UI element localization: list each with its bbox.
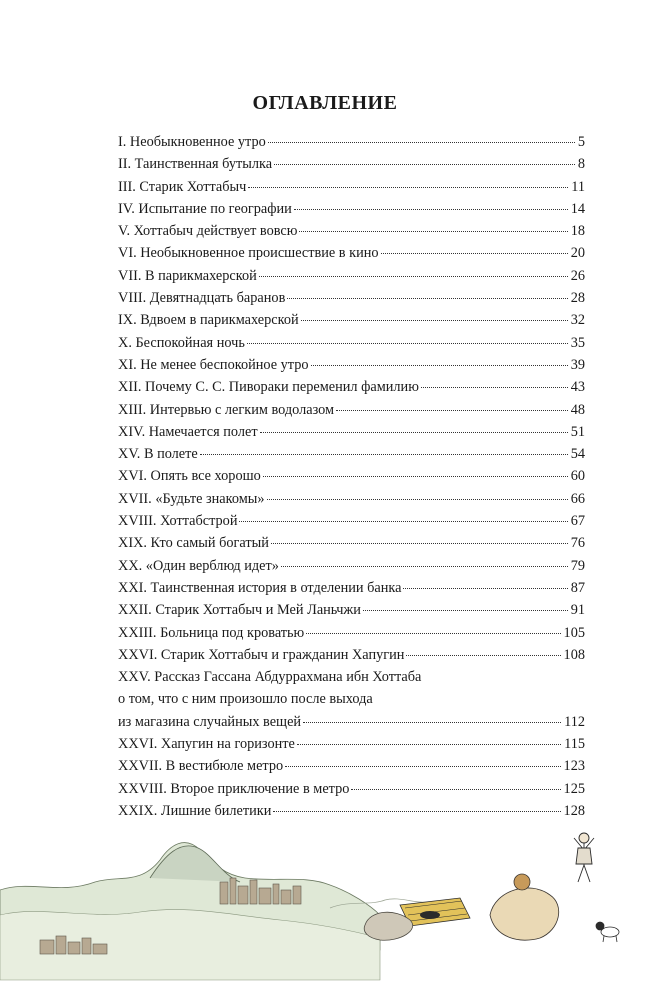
toc-entry[interactable]: [118, 198, 585, 220]
sack-figure: [490, 874, 559, 940]
leader-dots: [248, 174, 568, 188]
leader-dots: [273, 798, 560, 812]
toc-entry-title: XIV. Намечается полет: [118, 423, 258, 440]
toc-entry-title: III. Старик Хоттабыч: [118, 178, 247, 195]
toc-entry[interactable]: [118, 733, 585, 755]
toc-page-number: 26: [570, 267, 585, 284]
toc-page-number: 125: [563, 780, 585, 797]
toc-entry[interactable]: [118, 265, 585, 287]
leader-dots: [336, 397, 568, 411]
toc-entry[interactable]: [118, 309, 585, 331]
leader-dots: [263, 464, 568, 478]
toc-page-number: 18: [570, 223, 585, 240]
toc-entry-title: XX. «Один верблюд идет»: [118, 557, 279, 574]
leader-dots: [294, 196, 568, 210]
toc-page-number: 60: [570, 468, 585, 485]
toc-entry[interactable]: [118, 131, 585, 153]
leader-dots: [421, 374, 568, 388]
toc-entry-title: VI. Необыкновенное происшествие в кино: [118, 245, 379, 262]
rock: [364, 912, 412, 940]
toc-entry-title-line: о том, что с ним произошло после выхода: [118, 691, 373, 708]
leader-dots: [297, 731, 561, 745]
leader-dots: [200, 441, 568, 455]
toc-page-number: 128: [563, 802, 585, 819]
toc-entry[interactable]: [118, 532, 585, 554]
toc-entry-multiline[interactable]: [118, 666, 585, 733]
toc-entry[interactable]: [118, 176, 585, 198]
toc-entry-title: XXVI. Старик Хоттабыч и гражданин Хапугин: [118, 646, 405, 663]
toc-entry-title: IX. Вдвоем в парикмахерской: [118, 312, 299, 329]
toc-page-number: 112: [564, 713, 585, 730]
toc-entry-title: XVII. «Будьте знакомы»: [118, 490, 265, 507]
toc-entry-title: XV. В полете: [118, 446, 198, 463]
leader-dots: [299, 218, 567, 232]
toc-entry-title-line: XXV. Рассказ Гассана Абдуррахмана ибн Хоттаба: [118, 669, 422, 686]
toc-entry-title: XI. Не менее беспокойное утро: [118, 356, 309, 373]
leader-dots: [247, 330, 568, 344]
toc-entry-title-line: из магазина случайных вещей: [118, 713, 302, 730]
toc-page-number: 76: [570, 535, 585, 552]
toc-entry-title: XXVII. В вестибюле метро: [118, 758, 284, 775]
toc-page-number: 48: [570, 401, 585, 418]
leader-dots: [274, 151, 575, 165]
toc-entry[interactable]: [118, 510, 585, 532]
toc-entry-title: XXVIII. Второе приключение в метро: [118, 780, 350, 797]
toc-entry[interactable]: [118, 443, 585, 465]
toc-entry-title: VII. В парикмахерской: [118, 267, 257, 284]
toc-entry[interactable]: [118, 800, 585, 822]
toc-entry-title: XVI. Опять все хорошо: [118, 468, 261, 485]
toc-page-number: 51: [570, 423, 585, 440]
toc-entry[interactable]: [118, 242, 585, 264]
toc-page-number: 20: [570, 245, 585, 262]
toc-page-number: 11: [571, 178, 585, 195]
toc-entry-last-line: [118, 711, 585, 733]
dog-figure: [596, 922, 619, 942]
leader-dots: [285, 753, 560, 767]
toc-page-number: 67: [570, 513, 585, 530]
toc-entry[interactable]: [118, 755, 585, 777]
toc-page-number: 8: [577, 156, 585, 173]
toc-entry[interactable]: [118, 376, 585, 398]
landscape-illustration: [0, 820, 650, 1000]
leader-dots: [281, 553, 568, 567]
mountain: [150, 846, 240, 882]
toc-entry[interactable]: [118, 465, 585, 487]
toc-page-number: 66: [570, 490, 585, 507]
toc-entry[interactable]: [118, 332, 585, 354]
leader-dots: [267, 486, 568, 500]
toc-entry-title: VIII. Девятнадцать баранов: [118, 290, 286, 307]
toc-page-number: 35: [570, 334, 585, 351]
toc-page-number: 28: [570, 290, 585, 307]
toc-entry[interactable]: [118, 421, 585, 443]
leader-dots: [260, 419, 568, 433]
page-title: ОГЛАВЛЕНИЕ: [252, 92, 398, 114]
boy-figure: [574, 833, 594, 882]
toc-page-number: 43: [570, 379, 585, 396]
toc-entry-title: II. Таинственная бутылка: [118, 156, 273, 173]
toc-entry-title: XXII. Старик Хоттабыч и Мей Ланьчжи: [118, 602, 361, 619]
leader-dots: [259, 263, 568, 277]
leader-dots: [301, 308, 568, 322]
leader-dots: [239, 508, 567, 522]
leader-dots: [311, 352, 568, 366]
toc-entry-title: I. Необыкновенное утро: [118, 134, 266, 150]
toc-page-number: 105: [563, 624, 585, 641]
toc-entry-title: XXVI. Хапугин на горизонте: [118, 736, 295, 753]
toc-entry[interactable]: [118, 399, 585, 421]
toc-entry[interactable]: [118, 555, 585, 577]
leader-dots: [363, 597, 568, 611]
toc-page-number: 108: [563, 646, 585, 663]
toc-entry[interactable]: [118, 622, 585, 644]
toc-entry[interactable]: [118, 153, 585, 175]
leader-dots: [403, 575, 567, 589]
toc-entry[interactable]: [118, 778, 585, 800]
toc-entry[interactable]: [118, 354, 585, 376]
leader-dots: [268, 129, 575, 143]
toc-entry-title: X. Беспокойная ночь: [118, 334, 245, 351]
table-of-contents: [118, 131, 585, 822]
leader-dots: [287, 285, 567, 299]
toc-entry[interactable]: [118, 220, 585, 242]
toc-entry-title: IV. Испытание по географии: [118, 200, 292, 217]
toc-entry-title: XII. Почему С. С. Пивораки переменил фамилию: [118, 379, 419, 396]
leader-dots: [306, 620, 560, 634]
leader-dots: [351, 776, 560, 790]
toc-entry-title: XIII. Интервью с легким водолазом: [118, 401, 335, 418]
toc-page-number: 79: [570, 557, 585, 574]
toc-page-number: 54: [570, 446, 585, 463]
toc-entry-title: XIX. Кто самый богатый: [118, 535, 269, 552]
leader-dots: [406, 642, 560, 656]
toc-entry[interactable]: [118, 287, 585, 309]
toc-page-number: 5: [577, 134, 585, 150]
toc-entry[interactable]: [118, 599, 585, 621]
toc-entry-title: XXIX. Лишние билетики: [118, 802, 272, 819]
toc-entry-title: XXI. Таинственная история в отделении банка: [118, 579, 402, 596]
toc-page-number: 91: [570, 602, 585, 619]
leader-dots: [271, 530, 568, 544]
toc-entry[interactable]: [118, 644, 585, 666]
toc-page-number: 39: [570, 356, 585, 373]
toc-page-number: 115: [564, 736, 585, 753]
toc-entry-title: XVIII. Хоттабстрой: [118, 513, 238, 530]
toc-page-number: 14: [570, 200, 585, 217]
toc-page-number: 32: [570, 312, 585, 329]
toc-page-number: 123: [563, 758, 585, 775]
toc-entry-title: XXIII. Больница под кроватью: [118, 624, 305, 641]
toc-entry-title: V. Хоттабыч действует вовсю: [118, 223, 298, 240]
leader-dots: [381, 241, 568, 255]
toc-entry[interactable]: [118, 577, 585, 599]
toc-entry[interactable]: [118, 488, 585, 510]
leader-dots: [303, 709, 561, 723]
toc-page-number: 87: [570, 579, 585, 596]
